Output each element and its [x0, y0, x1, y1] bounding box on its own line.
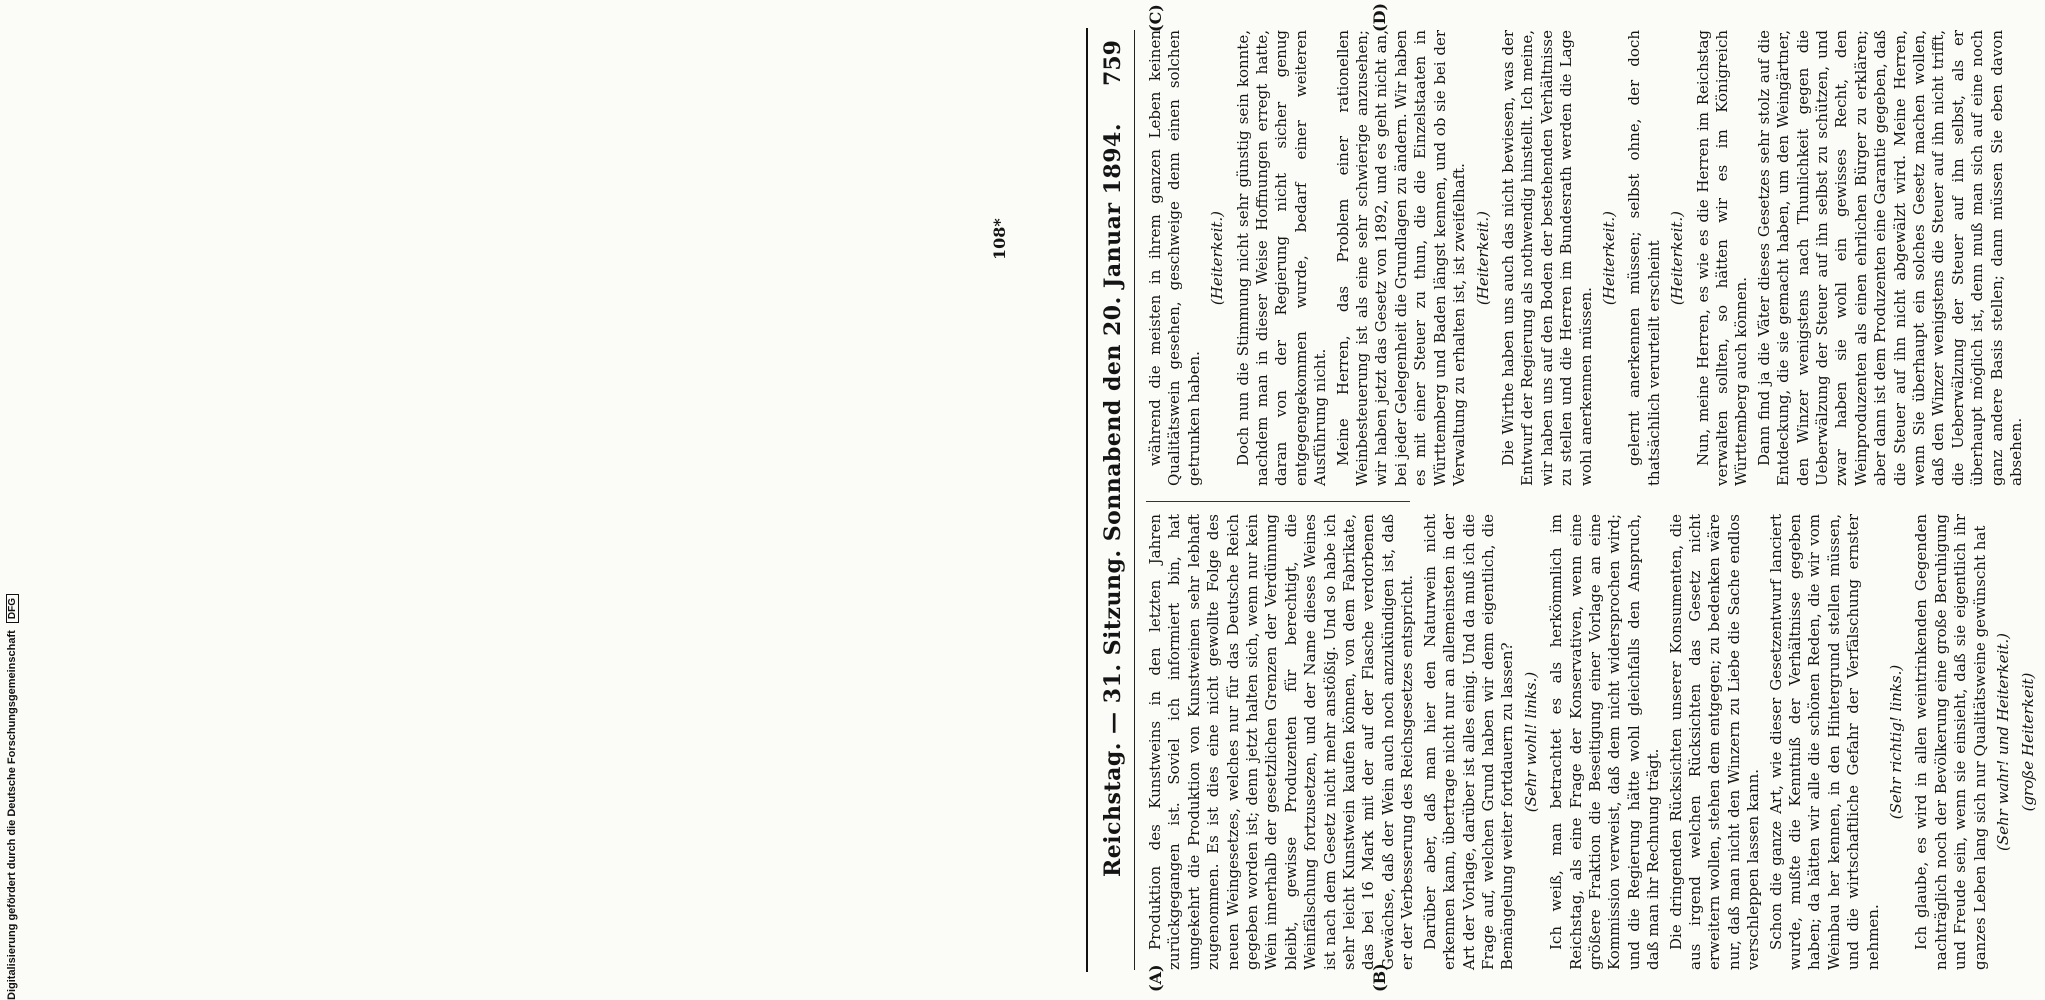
paragraph: Die Wirthe haben uns auch das nicht bewiesen, was der Entwurf der Regierung als nothwendig hinstellt. Ich meine, wir haben uns auf den Boden der bestehenden Verhältnisse zu stellen und die Herren im Bundesrath werden die Lage wohl anerkennen müssen.: [1498, 30, 1595, 486]
paragraph: Dann find ja die Väter dieses Gesetzes sehr stolz auf die Entdeckung, die sie gemacht haben, um den Weingärtner, den Winzer wenigstens nach Thunlichkeit gegen die Ueberwälzung der Steuer auf ihn selbst zu schützen, und zwar haben sie wohl ein gewisses Recht, den Weinproduzenten als einen ehrlichen Bürger zu erklären; aber dann ist dem Produzenten eine Garantie gegeben, daß die Steuer auf ihn nicht abgewälzt wird. Meine Herren, wenn Sie überhaupt ein solches Gesetz machen wollen, daß den Winzer wenigstens die Steuer auf ihn nicht trifft, die Ueberwälzung der Steuer auf ihn selbst, als er überhaupt möglich ist, denn muß man sich auf eine noch ganz andere Basis stellen; dann müssen Sie eben davon absehen.: [1754, 30, 2026, 486]
digitization-credit: [6, 594, 19, 1000]
stage-direction: (Heiterkeit.): [1599, 210, 1618, 306]
paragraph: während die meisten in ihrem ganzen Leben keinen Qualitätswein gesehen, geschweige denn einen solchen getrunken haben.: [1146, 30, 1203, 486]
dfg-logo: DFG: [6, 594, 19, 623]
margin-letter-c: (C): [1146, 4, 1165, 32]
document-page: [40, 0, 2038, 1000]
running-title: Reichstag. — 31. Sitzung. Sonnabend den 20. Januar 1894.: [1100, 123, 1126, 877]
paragraph: Produktion des Kunstweins in den letzten Jahren zurückgegangen ist. Soviel ich informiert bin, hat umgekehrt die Produktion von Kunstweinen sehr lebhaft zugenommen. Es ist dies eine nicht gewollte Folge des neuen Weingesetzes, welches nur für das Deutsche Reich gegeben worden ist; denn jetzt halten sich, wenn nur kein Wein innerhalb der gesetzlichen Grenzen der Verdünnung bleibt, gewisse Produzenten für berechtigt, die Weinfälschung fortzusetzen, und der Name dieses Weines ist nach dem Gesetz nicht mehr anstößig. Und so habe ich sehr leicht Kunstwein kaufen können, von dem Fabrikate, das bei 16 Mark mit der auf der Flasche verdorbenen Gewächse, daß der Wein auch noch anzukündigen ist, daß er der Verbesserung des Reichsgesetzes entspricht.: [1146, 514, 1417, 970]
margin-letter-b: (B): [1370, 963, 1389, 992]
paragraph: Darüber aber, daß man hier den Naturwein nicht erkennen kann, übertrage nicht nur an allemeinsten in der Art der Vorlage, darüber ist alles einig. Und da muß ich die Frage auf, welchen Grund haben wir denn eigentlich, die Bemängelung weiter fortdauern zu lassen?: [1420, 514, 1517, 970]
left-text-column: [1146, 514, 2045, 970]
credit-text: Digitalisierung gefördert durch die Deutsche Forschungsgemeinschaft: [6, 630, 18, 1000]
paragraph: Ich glaube, es wird in allen weintrinkenden Gegenden nachträglich noch der Bevölkerung eine große Beruhigung und Freude sein, wenn sie einsieht, daß sie eigentlich ihr ganzes Leben lang sich nur Qualitätsweine gewünscht hat: [1912, 514, 1989, 970]
stage-direction: (Sehr wahr! und Heiterkeit.): [1994, 633, 2013, 851]
page-number: 759: [1100, 40, 1126, 86]
paragraph: Meine Herren, das Problem einer rationellen Weinbesteuerung ist als eine sehr schwierige anzusehen; wir haben jetzt das Gesetz von 1892, und es geht nicht an, bei jeder Gelegenheit die Grundlagen zu ändern. Wir haben es mit einer Steuer zu thun, die die Einzelstaaten in Württemberg und Baden längst kennen, und ob sie bei der Verwaltung zu erhalten ist, ist zweifelhaft.: [1333, 30, 1469, 486]
stage-direction: (Heiterkeit.): [1668, 210, 1687, 306]
paragraph: Die dringenden Rücksichten unserer Konsumenten, die aus irgend welchen Rücksichten das Gesetz nicht erweitern wollen, stehen dem entgegen; zu bedenken wäre nur, daß man nicht den Winzern zu Liebe die Sache endlos verschleppen lassen kann.: [1666, 514, 1763, 970]
stage-direction: (Sehr richtig! links.): [1887, 664, 1906, 820]
paragraph: Nun, meine Herren, es wie es die Herren im Reichstag verwalten sollten, so hätten wir es im Königreich Württemberg auch können.: [1693, 30, 1751, 486]
right-text-column: [1146, 30, 2029, 486]
paragraph: gelernt anerkennen müssen; selbst ohne, der doch thatsächlich verurteilt erscheint: [1625, 30, 1663, 486]
stage-direction: (große Heiterkeit): [2019, 672, 2038, 812]
margin-letter-d: (D): [1370, 2, 1389, 32]
paragraph: Doch nun die Stimmung nicht sehr günstig sein konnte, nachdem man in dieser Weise Hoffnungen erregt hatte, daran von der Regierung nicht sicher genug entgegengekommen wurde, bedarf einer weiteren Ausführung nicht.: [1233, 30, 1330, 486]
margin-letter-a: (A): [1146, 964, 1165, 992]
paragraph: Schon die ganze Art, wie dieser Gesetzentwurf lanciert wurde, mußte die Kenntniß der Verhältnisse gegeben haben; da hätten wir alle die schönen Reden, die wir vom Weinbau her kennen, in den Hintergrund stellen müssen, und die wirtschaftliche Gefahr der Verfälschung ernster nehmen.: [1766, 514, 1882, 970]
header-rule: [1086, 28, 1088, 972]
paragraph: Ich weiß, man betrachtet es als herkömmlich im Reichstag, als eine Frage der Konservativen, wenn eine größere Fraktion die Beseitigung einer Vorlage an eine Kommission verweist, daß dem nicht widersprochen wird; und die Regierung hätte wohl gleichfalls den Anspruch, daß man ihr Rechnung trägt.: [1547, 514, 1663, 970]
stage-direction: (Sehr wohl! links.): [1521, 671, 1540, 813]
page-header: [1094, 30, 1135, 970]
stage-direction: (Heiterkeit.): [1208, 210, 1227, 306]
column-divider: [1146, 501, 1410, 502]
signature-mark: 108*: [990, 218, 1009, 260]
stage-direction: (Heiterkeit.): [1473, 210, 1492, 306]
